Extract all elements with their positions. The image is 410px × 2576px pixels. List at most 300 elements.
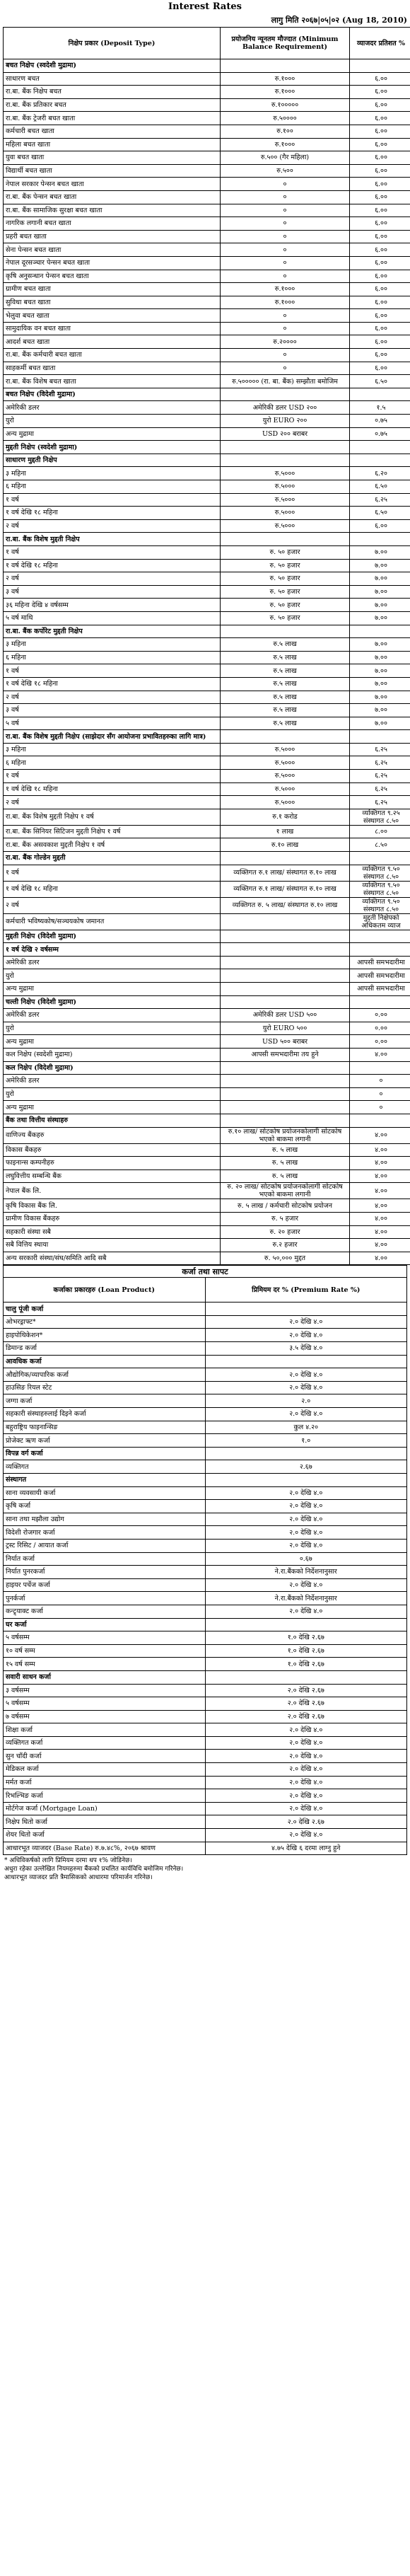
deposit-type-cell: मुद्दती निक्षेप (स्वदेशी मुद्रामा) (4, 441, 221, 454)
rate-cell: ८.०० (350, 825, 410, 838)
minimum-balance-cell: रु. ५० हजार (221, 599, 350, 612)
premium-rate-cell: २.० देखि २.६७ (205, 1710, 407, 1723)
deposit-row (4, 467, 410, 480)
loan-product-cell: साना तथा मझौला उद्योग (4, 1513, 206, 1526)
premium-rate-cell: २.० देखि ४.० (205, 1802, 407, 1815)
deposit-type-cell: अन्य मुद्रामा (4, 1035, 221, 1049)
deposit-row (4, 545, 410, 559)
deposit-row (4, 59, 410, 73)
rate-cell: ६.५० (350, 480, 410, 494)
deposit-row (4, 270, 410, 283)
minimum-balance-cell: ० (221, 270, 350, 283)
deposit-type-cell: ६ महिना (4, 756, 221, 770)
loan-table-body (4, 1303, 407, 1842)
minimum-balance-cell (221, 1075, 350, 1088)
minimum-balance-cell: ० (221, 362, 350, 375)
deposit-type-cell: रा.बा. बैंक विशेष मुद्दती निक्षेप १ वर्ष (4, 809, 221, 825)
rate-cell: ६.०० (350, 256, 410, 270)
rate-cell: ६.५० (350, 507, 410, 520)
minimum-balance-cell: व्यक्तिगत रु.१ लाख/ संस्थागत रु.१० लाख (221, 881, 350, 897)
loan-product-cell: प्रोजेक्ट ऋण कर्जा (4, 1434, 206, 1448)
minimum-balance-cell (221, 995, 350, 1009)
notes (0, 1855, 410, 1883)
deposit-row (4, 559, 410, 572)
deposit-row (4, 969, 410, 983)
deposit-row (4, 256, 410, 270)
minimum-balance-cell: रु. ५०,००० मुद्दत (221, 1252, 350, 1265)
deposit-type-cell: लघुवित्तीय सम्बन्धि बैंक (4, 1169, 221, 1183)
premium-rate-cell: २.० (205, 1394, 407, 1408)
loan-product-cell: औद्योगिक/व्यापारिक कर्जा (4, 1368, 206, 1382)
loan-row (4, 1381, 407, 1394)
deposit-type-cell: रा.बा. बैंक सिनियर सिटिजन मुद्दती निक्षेप १ वर्ष (4, 825, 221, 838)
premium-rate-cell: १.० देखि २.६७ (205, 1658, 407, 1671)
loan-row (4, 1736, 407, 1750)
deposit-type-cell: १ वर्ष देखि १८ महिना (4, 782, 221, 796)
rate-cell: ७.०० (350, 611, 410, 625)
loan-row (4, 1802, 407, 1815)
rate-cell: ०.०० (350, 1035, 410, 1049)
deposit-type-cell: १ वर्ष देखि २ वर्षसम्म (4, 943, 221, 957)
minimum-balance-cell: रु.५००० (221, 756, 350, 770)
minimum-balance-cell: रु.१००० (221, 283, 350, 296)
deposit-type-cell: १ वर्ष देखि १८ महिना (4, 507, 221, 520)
loan-row (4, 1789, 407, 1803)
deposit-type-cell: प्रहरी बचत खाता (4, 230, 221, 243)
minimum-balance-cell: रु. ५० हजार (221, 585, 350, 599)
rate-cell: ७.०० (350, 704, 410, 717)
deposit-row (4, 243, 410, 257)
deposit-row (4, 375, 410, 388)
minimum-balance-cell: रु.५००००० (रा. बा. बैंक) सम्झौता बमोजिम (221, 375, 350, 388)
minimum-balance-cell (221, 388, 350, 401)
rate-cell: ७.०० (350, 572, 410, 586)
deposit-type-cell: बैंक तथा वित्तीय संस्थाहरु (4, 1114, 221, 1127)
premium-rate-cell: ३.५ देखि ४.० (205, 1342, 407, 1356)
deposit-row (4, 983, 410, 996)
loan-row (4, 1355, 407, 1368)
deposit-type-cell: युवा बचत खाता (4, 151, 221, 165)
minimum-balance-cell: रु.१००० (221, 72, 350, 86)
loan-row (4, 1658, 407, 1671)
minimum-balance-cell: रु. ५ लाख (221, 1157, 350, 1170)
loan-section-title: कर्जा तथा सापट (4, 1266, 407, 1278)
loan-product-cell: हाइयर पर्चेज कर्जा (4, 1578, 206, 1592)
minimum-balance-cell: रु.५०० (गैर महिला) (221, 151, 350, 165)
deposit-row (4, 796, 410, 809)
minimum-balance-cell: रु.१००० (221, 86, 350, 99)
header-deposit-type: निक्षेप प्रकार (Deposit Type) (4, 28, 221, 59)
deposit-type-cell: अमेरिकी डलर (4, 1009, 221, 1022)
minimum-balance-cell: रु.५ लाख (221, 704, 350, 717)
premium-rate-cell: २.० देखि ४.० (205, 1329, 407, 1342)
loan-row (4, 1829, 407, 1842)
deposit-type-cell: रा.बा. बैंक निक्षेप बचत (4, 86, 221, 99)
rate-cell: ६.०० (350, 322, 410, 335)
minimum-balance-cell: ० (221, 230, 350, 243)
deposit-type-cell: सबै वित्तिय स्थाया (4, 1239, 221, 1252)
rate-cell: ६.२५ (350, 756, 410, 770)
deposit-row (4, 349, 410, 362)
minimum-balance-cell: रु.२०००० (221, 335, 350, 349)
rate-cell (350, 441, 410, 454)
loan-row (4, 1723, 407, 1737)
deposit-row (4, 112, 410, 125)
minimum-balance-cell: रु.१००० (221, 296, 350, 309)
deposit-type-cell: १ वर्ष (4, 664, 221, 678)
loan-product-cell: शेयर धितो कर्जा (4, 1829, 206, 1842)
deposit-type-cell: नेपाल दूरसञ्चार पेन्सन बचत खाता (4, 256, 221, 270)
deposit-row (4, 151, 410, 165)
loan-product-cell: कन्ट्र्याक्ट कर्जा (4, 1605, 206, 1618)
minimum-balance-cell: ० (221, 190, 350, 204)
deposit-row (4, 1212, 410, 1225)
deposit-row (4, 625, 410, 638)
deposit-row (4, 838, 410, 852)
loan-product-cell: मेडिकल कर्जा (4, 1763, 206, 1777)
deposit-row (4, 362, 410, 375)
loan-row (4, 1670, 407, 1684)
loan-row (4, 1474, 407, 1487)
minimum-balance-cell: व्यक्तिगत रु. ५ लाख/ संस्थागत रु.१० लाख (221, 897, 350, 913)
loan-product-cell: व्यक्तिगत कर्जा (4, 1736, 206, 1750)
minimum-balance-cell: ० (221, 309, 350, 323)
rate-cell: ०.०० (350, 1009, 410, 1022)
premium-rate-cell: ने.रा.बैंकको निर्देशनानुसार (205, 1592, 407, 1605)
loan-row (4, 1750, 407, 1763)
rate-cell: ८.५० (350, 838, 410, 852)
deposit-row (4, 913, 410, 930)
minimum-balance-cell: रु. २० हजार (221, 1225, 350, 1239)
loan-product-cell: व्यक्तिगत (4, 1460, 206, 1474)
base-rate-label: आधारभूत व्याजदर (Base Rate) रु.७.४८%, २०६७ श्रावण (4, 1842, 206, 1854)
loan-product-cell: सहकारी संस्थाहरुलाई दिइने कर्जा (4, 1408, 206, 1421)
rate-cell: ६.२० (350, 467, 410, 480)
loan-product-cell: आवधिक कर्जा (4, 1355, 206, 1368)
deposit-row (4, 572, 410, 586)
deposit-row (4, 1048, 410, 1061)
loan-product-cell: जग्गा कर्जा (4, 1394, 206, 1408)
minimum-balance-cell: युरो EURO २०० (221, 415, 350, 428)
premium-rate-cell: २.० देखि ४.० (205, 1736, 407, 1750)
minimum-balance-cell: रु.५००० (221, 507, 350, 520)
deposit-row (4, 691, 410, 704)
loan-product-cell: विदेशी रोजगार कर्जा (4, 1526, 206, 1540)
minimum-balance-cell: आपसी समभदारीमा तय हुने (221, 1048, 350, 1061)
minimum-balance-cell (221, 454, 350, 467)
minimum-balance-cell: रु.२ हजार (221, 1239, 350, 1252)
deposit-type-cell: नेपाल बैंक लि. (4, 1183, 221, 1199)
deposit-type-cell: २ वर्ष (4, 691, 221, 704)
minimum-balance-cell (221, 625, 350, 638)
deposit-row (4, 743, 410, 756)
deposit-type-cell: २ वर्ष (4, 897, 221, 913)
minimum-balance-cell (221, 930, 350, 943)
minimum-balance-cell: ० (221, 322, 350, 335)
loan-row (4, 1684, 407, 1697)
minimum-balance-cell: ० (221, 217, 350, 231)
minimum-balance-cell: ० (221, 349, 350, 362)
minimum-balance-cell: युरो EURO ५०० (221, 1022, 350, 1035)
deposit-row (4, 427, 410, 441)
rate-cell: ४.०० (350, 1169, 410, 1183)
loan-rate-table (3, 1265, 407, 1854)
deposit-type-cell: रा.बा. बैंक गोल्डेन मुद्दती (4, 852, 221, 865)
deposit-row (4, 335, 410, 349)
deposit-row (4, 930, 410, 943)
loan-product-cell: चालु पूंजी कर्जा (4, 1303, 206, 1316)
deposit-row (4, 611, 410, 625)
premium-rate-cell: २.० देखि २.६७ (205, 1684, 407, 1697)
deposit-type-cell: ३ वर्ष (4, 704, 221, 717)
rate-cell: ०.७५ (350, 415, 410, 428)
deposit-row (4, 1225, 410, 1239)
deposit-row (4, 865, 410, 881)
deposit-row (4, 956, 410, 969)
rate-cell: ६.०० (350, 230, 410, 243)
deposit-type-cell: विकास बैंकहरु (4, 1143, 221, 1157)
rate-cell: ६.०० (350, 125, 410, 138)
loan-row (4, 1710, 407, 1723)
minimum-balance-cell: रु. ५० हजार (221, 545, 350, 559)
deposit-type-cell: सहकारी संस्था सबै (4, 1225, 221, 1239)
deposit-type-cell: रा.बा. बैंक ट्रेजरी बचत खाता (4, 112, 221, 125)
deposit-type-cell: १ वर्ष देखि १८ महिना (4, 559, 221, 572)
minimum-balance-cell (221, 969, 350, 983)
loan-product-cell: संस्थागत (4, 1474, 206, 1487)
minimum-balance-cell (221, 852, 350, 865)
rate-cell: ४.०० (350, 1252, 410, 1265)
rate-cell: ६.२५ (350, 743, 410, 756)
loan-product-cell: बहुराष्ट्रिय फाइनान्सिङ (4, 1421, 206, 1434)
deposit-row (4, 401, 410, 415)
loan-product-cell: निर्यात कर्जा (4, 1552, 206, 1566)
deposit-row (4, 217, 410, 231)
deposit-type-cell: कर्मचारी बचत खाता (4, 125, 221, 138)
deposit-row (4, 86, 410, 99)
rate-cell: ४.०० (350, 1143, 410, 1157)
deposit-row (4, 770, 410, 783)
minimum-balance-cell: रु.५००० (221, 480, 350, 494)
loan-row (4, 1592, 407, 1605)
rate-cell: ७.०० (350, 559, 410, 572)
loan-product-cell: ५ वर्षसम्म (4, 1631, 206, 1645)
rate-cell: ७.०० (350, 545, 410, 559)
deposit-type-cell: ३ महिना (4, 467, 221, 480)
rate-cell: ६.०० (350, 519, 410, 533)
loan-row (4, 1447, 407, 1460)
deposit-type-cell: रा.बा. बैंक पेन्सन बचत खाता (4, 190, 221, 204)
loan-product-cell: विपन्न वर्ग कर्जा (4, 1447, 206, 1460)
minimum-balance-cell: १ लाख (221, 825, 350, 838)
deposit-row (4, 1075, 410, 1088)
deposit-type-cell: रा.बा. बैंक विशेष बचत खाता (4, 375, 221, 388)
rate-cell: ६.०० (350, 283, 410, 296)
deposit-type-cell: अन्य मुद्रामा (4, 983, 221, 996)
loan-row (4, 1394, 407, 1408)
minimum-balance-cell: रु.५०० (221, 164, 350, 178)
minimum-balance-cell (221, 730, 350, 744)
deposit-type-cell: रा.बा. बैंक सामाजिक सुरक्षा बचत खाता (4, 204, 221, 217)
deposit-row (4, 717, 410, 730)
rate-cell: ६.०० (350, 178, 410, 191)
deposit-row (4, 1022, 410, 1035)
deposit-type-cell: भेलुवा बचत खाता (4, 309, 221, 323)
rate-cell (350, 995, 410, 1009)
deposit-row (4, 1157, 410, 1170)
deposit-type-cell: ५ वर्ष माथि (4, 611, 221, 625)
deposit-type-cell: १ वर्ष देखि १८ महिना (4, 881, 221, 897)
deposit-row (4, 533, 410, 546)
rate-cell (350, 930, 410, 943)
loan-product-cell: रिभल्भिङ कर्जा (4, 1789, 206, 1803)
deposit-type-cell: सामुदायिक वन बचत खाता (4, 322, 221, 335)
minimum-balance-cell: रु.५००० (221, 796, 350, 809)
premium-rate-cell: २.० देखि २.६७ (205, 1815, 407, 1829)
deposit-row (4, 782, 410, 796)
rate-cell: ६.२५ (350, 796, 410, 809)
deposit-row (4, 388, 410, 401)
premium-rate-cell: २.६७ (205, 1460, 407, 1474)
loan-product-cell: निक्षेप धितो कर्जा (4, 1815, 206, 1829)
deposit-row (4, 756, 410, 770)
premium-rate-cell: २.० देखि ४.० (205, 1723, 407, 1737)
deposit-row (4, 283, 410, 296)
minimum-balance-cell: रु.५ लाख (221, 651, 350, 664)
deposit-row (4, 125, 410, 138)
loan-product-cell: ७ वर्षसम्म (4, 1710, 206, 1723)
minimum-balance-cell (221, 441, 350, 454)
rate-cell: ४.०० (350, 1048, 410, 1061)
rate-cell: आपसी समभदारीमा (350, 983, 410, 996)
deposit-row (4, 995, 410, 1009)
deposit-type-cell: नेपाल सरकार पेन्सन बचत खाता (4, 178, 221, 191)
rate-cell: ०.७५ (350, 427, 410, 441)
rate-cell: ७.०० (350, 717, 410, 730)
loan-row (4, 1605, 407, 1618)
rate-cell (350, 454, 410, 467)
minimum-balance-cell: रु.१ करोड (221, 809, 350, 825)
deposit-row (4, 309, 410, 323)
deposit-row (4, 1009, 410, 1022)
deposit-type-cell: ३ महिना (4, 638, 221, 652)
deposit-row (4, 296, 410, 309)
deposit-row (4, 507, 410, 520)
premium-rate-cell: २.० देखि ४.० (205, 1408, 407, 1421)
rate-cell: ७.०० (350, 664, 410, 678)
deposit-type-cell: ३ वर्ष (4, 585, 221, 599)
rate-cell (350, 533, 410, 546)
loan-row (4, 1763, 407, 1777)
loan-product-cell: हाइपोथिकेशन* (4, 1329, 206, 1342)
deposit-type-cell: ६ महिना (4, 480, 221, 494)
premium-rate-cell: १.० (205, 1434, 407, 1448)
deposit-row (4, 704, 410, 717)
deposit-type-cell: रा.बा. बैंक विशेष मुद्दती निक्षेप (साझेदार सँग आयोजना प्रभावितहरुका लागि मात्र) (4, 730, 221, 744)
rate-cell: ० (350, 1101, 410, 1114)
deposit-table-header (4, 28, 410, 59)
deposit-row (4, 825, 410, 838)
rate-cell: आपसी समभदारीमा (350, 956, 410, 969)
premium-rate-cell: २.० देखि ४.० (205, 1368, 407, 1382)
deposit-type-cell: ३ महिना (4, 743, 221, 756)
deposit-type-cell: रा.बा. बैंक प्रतिकार बचत (4, 98, 221, 112)
loan-row (4, 1618, 407, 1631)
deposit-row (4, 677, 410, 691)
rate-cell: ६.०० (350, 112, 410, 125)
deposit-type-cell: ६ महिना (4, 651, 221, 664)
minimum-balance-cell: रु. ५ लाख (221, 1143, 350, 1157)
rate-cell: ७.०० (350, 691, 410, 704)
deposit-type-cell: रा.बा. बैंक असवकाश मुद्दती निक्षेप १ वर्ष (4, 838, 221, 852)
loan-row (4, 1315, 407, 1329)
deposit-type-cell: १ वर्ष (4, 865, 221, 881)
rate-cell: ० (350, 1075, 410, 1088)
minimum-balance-cell: रु.५००० (221, 519, 350, 533)
rate-cell (350, 625, 410, 638)
minimum-balance-cell: रु.१० लाख (221, 838, 350, 852)
deposit-row (4, 1169, 410, 1183)
deposit-row (4, 98, 410, 112)
rate-cell: ४.०० (350, 1183, 410, 1199)
loan-row (4, 1578, 407, 1592)
rate-cell: ४.०० (350, 1212, 410, 1225)
header-interest-rate: व्याजदर प्रतिशत % (350, 28, 410, 59)
premium-rate-cell (205, 1303, 407, 1316)
rate-cell: ६.०० (350, 270, 410, 283)
loan-product-cell: डिमान्ड कर्जा (4, 1342, 206, 1356)
rate-cell: ७.०० (350, 651, 410, 664)
minimum-balance-cell: ० (221, 256, 350, 270)
deposit-type-cell: कर्मचारी भविष्यकोष/सञ्चयकोष जमानत (4, 913, 221, 930)
deposit-type-cell: कल निक्षेप (विदेशी मुद्रामा) (4, 1061, 221, 1075)
deposit-type-cell: अमेरिकी डलर (4, 1075, 221, 1088)
deposit-type-cell: १ वर्ष (4, 493, 221, 507)
rate-cell: ६.०० (350, 349, 410, 362)
premium-rate-cell: २.० देखि ४.० (205, 1829, 407, 1842)
loan-product-cell: निर्यात पुनरकर्जा (4, 1566, 206, 1579)
deposit-type-cell: बचत निक्षेप (विदेशी मुद्रामा) (4, 388, 221, 401)
deposit-row (4, 1127, 410, 1143)
minimum-balance-cell (221, 943, 350, 957)
minimum-balance-cell: रु. ५० हजार (221, 611, 350, 625)
premium-rate-cell: २.० देखि ४.० (205, 1789, 407, 1803)
minimum-balance-cell (221, 1101, 350, 1114)
minimum-balance-cell (221, 59, 350, 73)
loan-product-cell: पुनर्कर्जा (4, 1592, 206, 1605)
deposit-row (4, 1143, 410, 1157)
loan-product-cell: सुन चाँदी कर्जा (4, 1750, 206, 1763)
rate-cell: ६.०० (350, 204, 410, 217)
deposit-type-cell: २ वर्ष (4, 572, 221, 586)
rate-cell (350, 1114, 410, 1127)
loan-product-cell: १५ वर्ष सम्म (4, 1658, 206, 1671)
minimum-balance-cell: रु.१० लाख/ सोटकोष प्रयोजनकोलागी सोटकोष भएको बाकमा लगानी (221, 1127, 350, 1143)
deposit-type-cell: सुविधा बचत खाता (4, 296, 221, 309)
deposit-row (4, 852, 410, 865)
loan-row (4, 1539, 407, 1552)
base-rate-value: ४.७५ देखि ६ दरमा लाग्नु हुने (205, 1842, 407, 1854)
minimum-balance-cell: रु.१००००० (221, 98, 350, 112)
header-minimum-balance: प्रयोजनिय न्यूनतम मौज्दात (Minimum Balance Requirement) (221, 28, 350, 59)
rate-cell: ७.०० (350, 585, 410, 599)
deposit-row (4, 1087, 410, 1101)
minimum-balance-cell: अमेरिकी डलर USD ५०० (221, 1009, 350, 1022)
loan-row (4, 1342, 407, 1356)
deposit-row (4, 72, 410, 86)
minimum-balance-cell: रु.१०० (221, 125, 350, 138)
loan-row (4, 1329, 407, 1342)
